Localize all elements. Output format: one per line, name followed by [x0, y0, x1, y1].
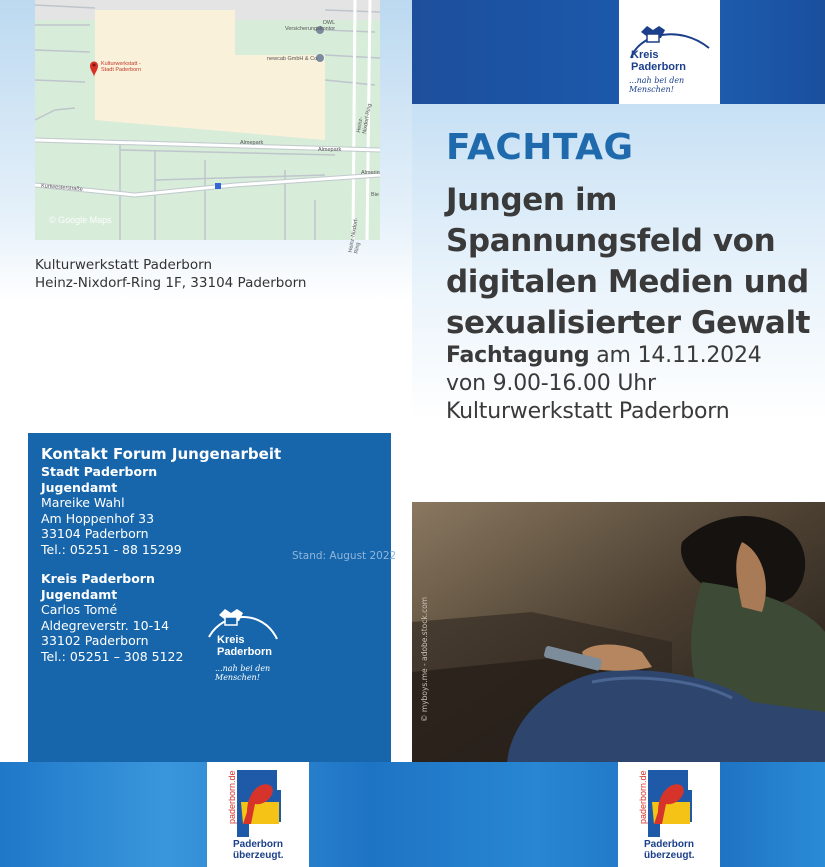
map-label-venue-1: Kulturwerkstatt -	[101, 61, 141, 67]
event-date: am 14.11.2024	[589, 343, 762, 368]
kreis-logo-line-1: Kreis	[631, 49, 659, 61]
contact-stadt-street: Am Hoppenhof 33	[41, 510, 155, 526]
contact-kreis-dept: Jugendamt	[41, 586, 118, 602]
event-venue: Kulturwerkstatt Paderborn	[446, 399, 730, 424]
map-label-street-3: Heinz-Nixdorf-Ring	[355, 103, 374, 135]
headline-line-1: Jungen im	[446, 182, 618, 218]
contact-box	[28, 433, 391, 763]
contact-stadt-city: 33104 Paderborn	[41, 526, 149, 541]
contact-logo-tagline: ...nah bei den Menschen!	[215, 664, 271, 682]
contact-kreis-phone[interactable]: Tel.: 05251 – 308 5122	[41, 648, 184, 664]
contact-kreis-street: Aldegreverstr. 10-14	[41, 617, 170, 633]
map-attribution: © Google Maps	[49, 215, 112, 225]
map-label-street-5: Heinz-Nixdorf-Ring	[347, 217, 362, 255]
paderborn-logo-right-line-1: Paderborn	[644, 839, 695, 850]
headline-line-2: Spannungsfeld von	[446, 223, 776, 259]
address-line-1: Kulturwerkstatt Paderborn	[35, 257, 213, 273]
contact-stadt-name: Mareike Wahl	[41, 495, 125, 510]
map-label-owl-1: OWL	[322, 20, 336, 26]
map-label-street-4: Kurtwesterstraße	[40, 183, 84, 193]
paderborn-logo-left-url: paderborn.de	[227, 770, 237, 824]
event-details	[446, 342, 762, 426]
map-label-street-7: Bie	[371, 192, 379, 198]
map-label-almepark-2: Almepark	[318, 147, 342, 153]
event-type: Fachtagung	[446, 343, 590, 368]
kreis-paderborn-logo	[619, 0, 720, 104]
headline	[446, 180, 816, 344]
venue-address	[35, 256, 306, 292]
contact-stadt-phone[interactable]: Tel.: 05251 - 88 15299	[41, 541, 182, 557]
contact-kreis	[41, 571, 183, 664]
contact-title: Kontakt Forum Jungenarbeit	[41, 445, 282, 463]
teen-with-phone-photo	[412, 502, 825, 762]
map-label-owl-2: Versicherungskontor	[285, 26, 336, 32]
map-label-company: newcab GmbH & Co.	[267, 56, 319, 62]
headline-line-4: sexualisierter Gewalt	[446, 305, 811, 341]
photo-credit: © myboys.me - adobe.stock.com	[420, 596, 429, 722]
contact-logo-line-2: Paderborn	[217, 646, 273, 658]
kreis-logo-line-2: Paderborn	[631, 61, 687, 73]
map-label-venue-2: Stadt Paderborn	[101, 67, 142, 73]
contact-stadt-org: Stadt Paderborn	[41, 464, 158, 479]
map-graphic	[35, 0, 380, 240]
headline-line-3: digitalen Medien und	[446, 264, 809, 300]
paderborn-logo-left-line-1: Paderborn	[233, 839, 284, 850]
contact-kreis-logo	[205, 605, 315, 685]
event-time: von 9.00-16.00 Uhr	[446, 371, 656, 396]
map-label-street-6: Almerin	[361, 170, 380, 176]
paderborn-logo-left-line-2: überzeugt.	[233, 850, 284, 861]
paderborn-logo-left	[207, 762, 309, 867]
contact-kreis-org: Kreis Paderborn	[41, 571, 155, 586]
contact-logo-line-1: Kreis	[217, 634, 245, 646]
kreis-logo-tagline: ...nah bei den Menschen!	[629, 76, 685, 94]
address-line-2: Heinz-Nixdorf-Ring 1F, 33104 Paderborn	[35, 275, 307, 291]
contact-stadt	[41, 464, 182, 557]
paderborn-logo-right-url: paderborn.de	[638, 770, 648, 824]
paderborn-logo-right-line-2: überzeugt.	[644, 850, 695, 861]
contact-kreis-name: Carlos Tomé	[41, 602, 118, 617]
stand-date: Stand: August 2022	[292, 550, 397, 562]
paderborn-logo-right	[618, 762, 720, 867]
location-map[interactable]	[35, 0, 380, 255]
kicker-title: FACHTAG	[446, 127, 634, 168]
photo-illustration	[412, 502, 825, 762]
contact-stadt-dept: Jugendamt	[41, 479, 118, 495]
contact-kreis-city: 33102 Paderborn	[41, 633, 149, 648]
map-label-almepark-1: Almepark	[240, 140, 264, 146]
